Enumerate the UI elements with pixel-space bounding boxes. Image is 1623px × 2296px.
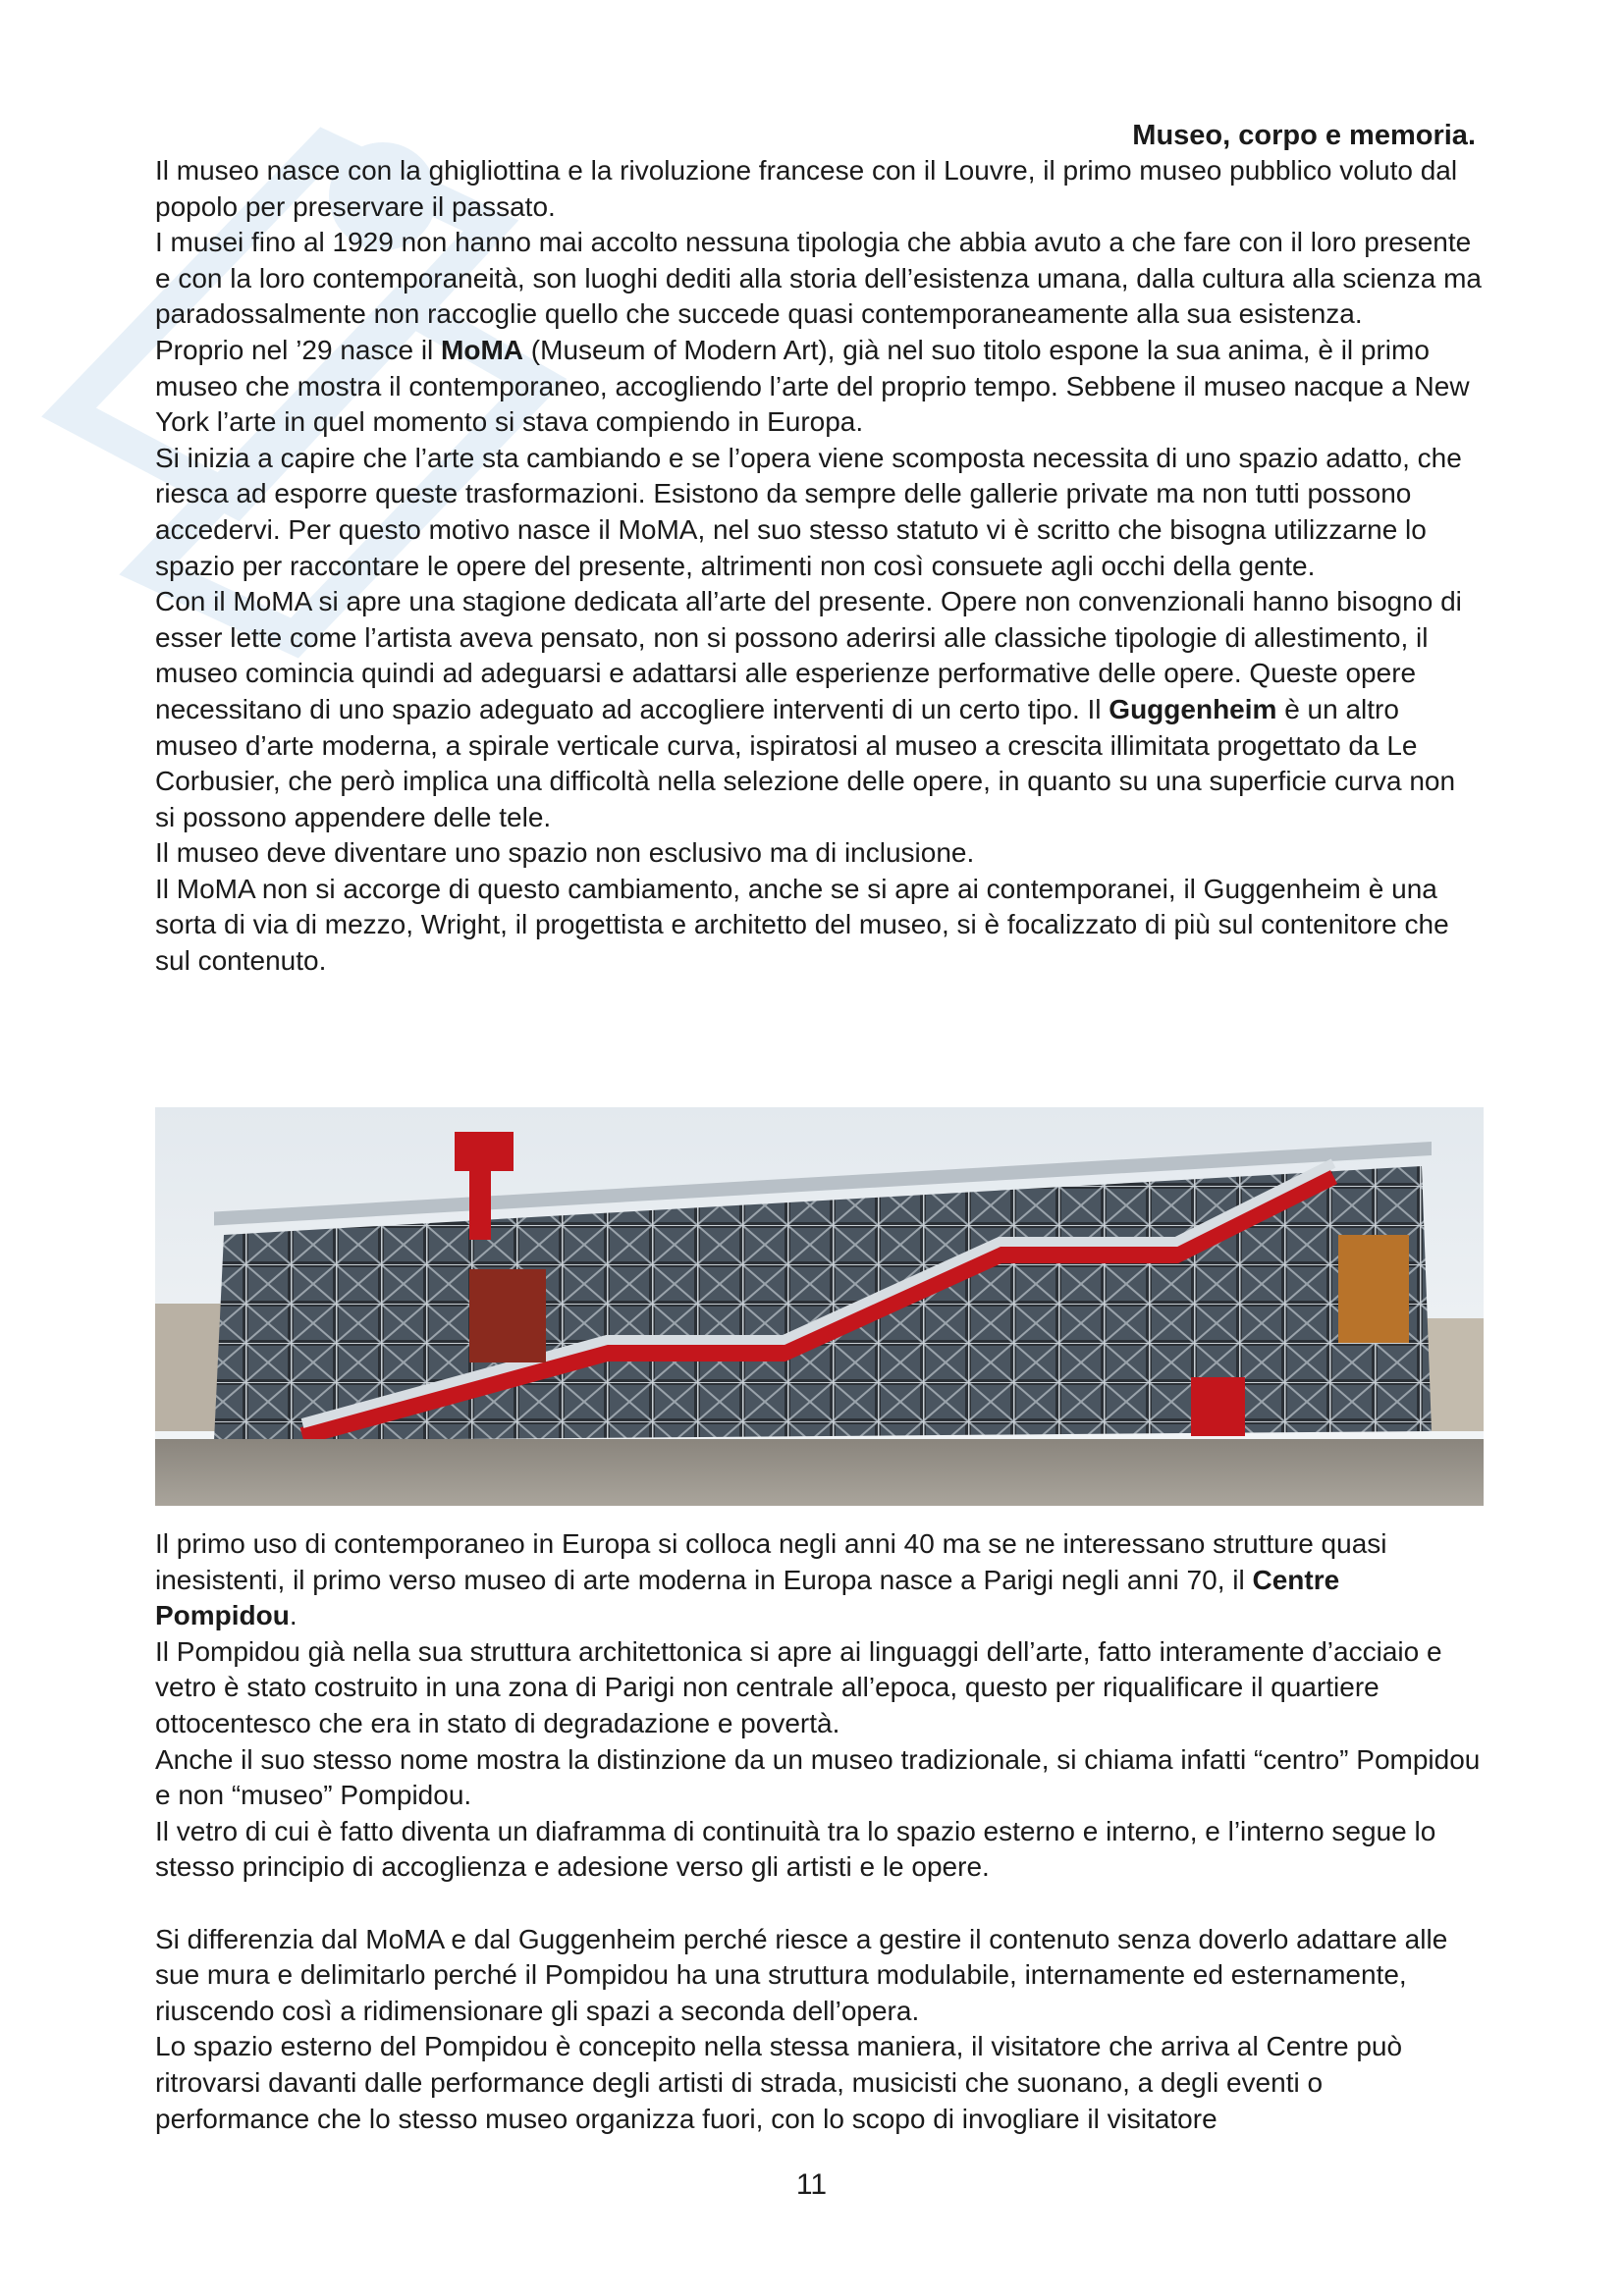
paragraph: Il vetro di cui è fatto diventa un diaframma di continuità tra lo spazio esterno e interno, e l’interno segue lo stesso principio di accoglienza e adesione verso gli artisti e le opere.	[155, 1815, 1436, 1883]
text-run: è un altro museo d’arte moderna, a spirale verticale curva, ispiratosi al museo a crescita illimitata progettato da Le Corbusier, che però implica una difficoltà nella selezione delle opere, in quanto su una superficie curva non si possono appendere delle tele.	[155, 693, 1456, 832]
paragraph	[155, 333, 1483, 441]
paragraph: Il Pompidou già nella sua struttura architettonica si apre ai linguaggi dell’arte, fatto interamente d’acciaio e vetro è stato costruito in una zona di Parigi non centrale all’epoca, questo per riqualificare il quartiere ottocentesco che era in stato di degradazione e povertà.	[155, 1635, 1442, 1738]
centre-pompidou-bold: Centre Pompidou	[155, 1564, 1340, 1631]
centre-pompidou-photo	[155, 1107, 1484, 1506]
paragraph: Lo spazio esterno del Pompidou è concepito nella stessa maniera, il visitatore che arriva al Centre può ritrovarsi davanti dalle performance degli artisti di strada, musicisti che suonano, a degli eventi o performance che lo stesso museo organizza fuori, con lo scopo di invogliare il visitatore	[155, 2031, 1403, 2134]
page-number: 11	[795, 2168, 828, 2201]
text-run: .	[289, 1600, 298, 1631]
paragraph: Il MoMA non si accorge di questo cambiamento, anche se si apre ai contemporanei, il Guggenheim è una sorta di via di mezzo, Wright, il progettista e architetto del museo, si è focalizzato di più sul contenitore che sul contenuto.	[155, 873, 1449, 977]
paragraph	[155, 1526, 1483, 1634]
body-text-top	[155, 153, 1483, 980]
paragraph: I musei fino al 1929 non hanno mai accolto nessuna tipologia che abbia avuto a che fare con il loro presente e con la loro contemporaneità, son luoghi dediti alla storia dell’esistenza umana, dalla cultura alla scienza ma paradossalmente non raccoglie quello che succede quasi contemporaneamente alla sua esistenza.	[155, 227, 1482, 330]
paragraph: Il museo deve diventare uno spazio non esclusivo ma di inclusione.	[155, 837, 975, 869]
body-text-bottom	[155, 1526, 1483, 2137]
text-run: Il primo uso di contemporaneo in Europa si colloca negli anni 40 ma se ne interessano strutture quasi inesistenti, il primo verso museo di arte moderna in Europa nasce a Parigi negli anni 70, il	[155, 1528, 1387, 1595]
text-run: Proprio nel ’29 nasce il	[155, 334, 442, 365]
paragraph-spacer	[155, 1886, 1483, 1922]
page-title: Museo, corpo e memoria.	[1132, 120, 1476, 151]
paragraph: Anche il suo stesso nome mostra la distinzione da un museo tradizionale, si chiama infatti “centro” Pompidou e non “museo” Pompidou.	[155, 1743, 1481, 1811]
paragraph: Il museo nasce con la ghigliottina e la rivoluzione francese con il Louvre, il primo museo pubblico voluto dal popolo per preservare il passato.	[155, 155, 1458, 222]
text-run: (Museum of Modern Art), già nel suo titolo espone la sua anima, è il primo museo che mostra il contemporaneo, accogliendo l’arte del proprio tempo. Sebbene il museo nacque a New York l’arte in quel momento si stava compiendo in Europa.	[155, 334, 1470, 438]
paragraph: Si differenzia dal MoMA e dal Guggenheim perché riesce a gestire il contenuto senza doverlo adattare alle sue mura e delimitarlo perché il Pompidou ha una struttura modulabile, internamente ed esternamente, riuscendo così a ridimensionare gli spazi a seconda dell’opera.	[155, 1923, 1448, 2026]
guggenheim-bold: Guggenheim	[1109, 693, 1277, 724]
paragraph	[155, 584, 1483, 835]
paragraph: Si inizia a capire che l’arte sta cambiando e se l’opera viene scomposta necessita di uno spazio adatto, che riesca ad esporre queste trasformazioni. Esistono da sempre delle gallerie private ma non tutti possono accedervi. Per questo motivo nasce il MoMA, nel suo stesso statuto vi è scritto che bisogna utilizzarne lo spazio per raccontare le opere del presente, altrimenti non così consuete agli occhi della gente.	[155, 442, 1462, 581]
text-run: Con il MoMA si apre una stagione dedicata all’arte del presente. Opere non convenzionali hanno bisogno di esser lette come l’artista aveva pensato, non si possono aderirsi alle classiche tipologie di allestimento, il museo comincia quindi ad adeguarsi e adattarsi alle esperienze performative delle opere. Queste opere necessitano di uno spazio adeguato ad accogliere interventi di un certo tipo. Il	[155, 586, 1462, 724]
moma-bold: MoMA	[441, 334, 524, 365]
